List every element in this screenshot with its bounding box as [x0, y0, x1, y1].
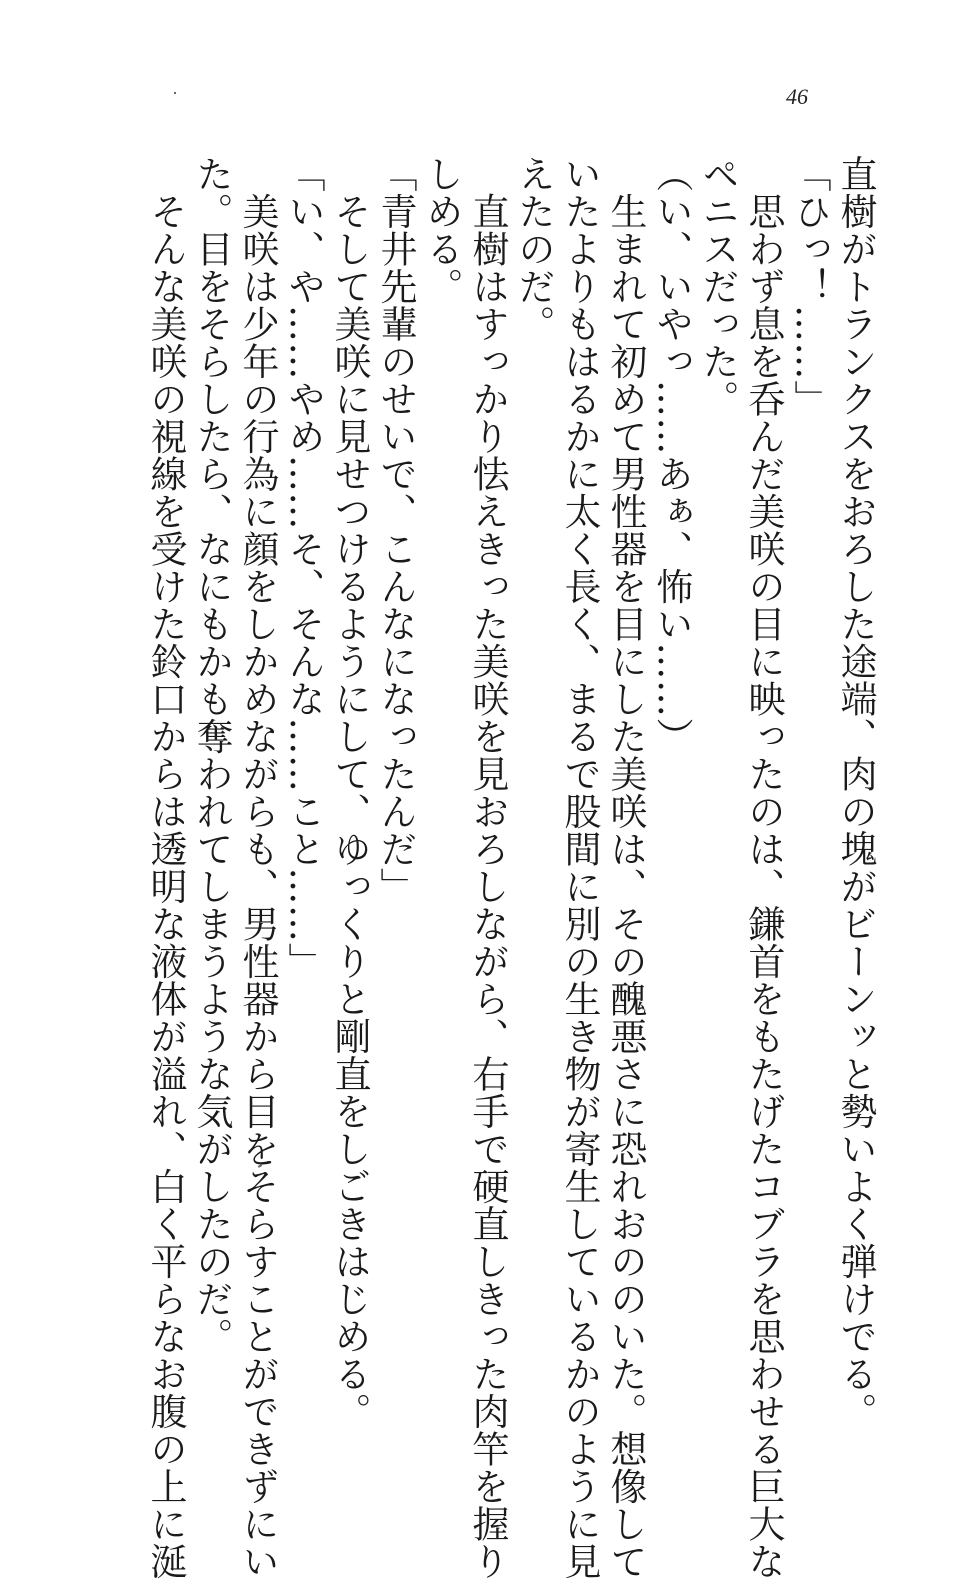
text-column: （い、いやっ……あぁ、怖い……） — [650, 155, 693, 755]
text-column: 直樹がトランクスをおろした途端、肉の塊がビーンッと勢いよく弾けでる。 — [834, 155, 877, 1430]
text-column: そして美咲に見せつけるようにして、ゆっくりと剛直をしごきはじめる。 — [328, 155, 371, 1430]
stray-mark — [174, 92, 176, 94]
text-column: えたのだ。 — [512, 155, 555, 343]
text-column: 「ひっ！……」 — [788, 155, 831, 418]
text-column: そんな美咲の視線を受けた鈴口からは透明な液体が溢れ、白く平らなお腹の上に涎 — [144, 155, 187, 1580]
text-column: 美咲は少年の行為に顔をしかめながらも、男性器から目をそらすことができずにい — [236, 155, 279, 1580]
text-column: た。目をそらしたら、なにもかも奪われてしまうような気がしたのだ。 — [190, 155, 233, 1355]
text-column: 「青井先輩のせいで、こんなになったんだ」 — [374, 155, 417, 905]
text-column: 直樹はすっかり怯えきった美咲を見おろしながら、右手で硬直しきった肉竿を握り — [466, 155, 509, 1580]
text-column: 「い、や……やめ……そ、そんな……こと……」 — [282, 155, 325, 980]
page-number: 46 — [786, 84, 808, 109]
text-column: いたよりもはるかに太く長く、まるで股間に別の生き物が寄生しているかのように見 — [558, 155, 601, 1580]
text-column: 生まれて初めて男性器を目にした美咲は、その醜悪さに恐れおののいた。想像して — [604, 155, 647, 1580]
text-column: しめる。 — [420, 155, 463, 305]
text-column: 思わず息を呑んだ美咲の目に映ったのは、鎌首をもたげたコブラを思わせる巨大な — [742, 155, 785, 1580]
body-text — [144, 155, 878, 1580]
text-column: ペニスだった。 — [696, 155, 739, 418]
